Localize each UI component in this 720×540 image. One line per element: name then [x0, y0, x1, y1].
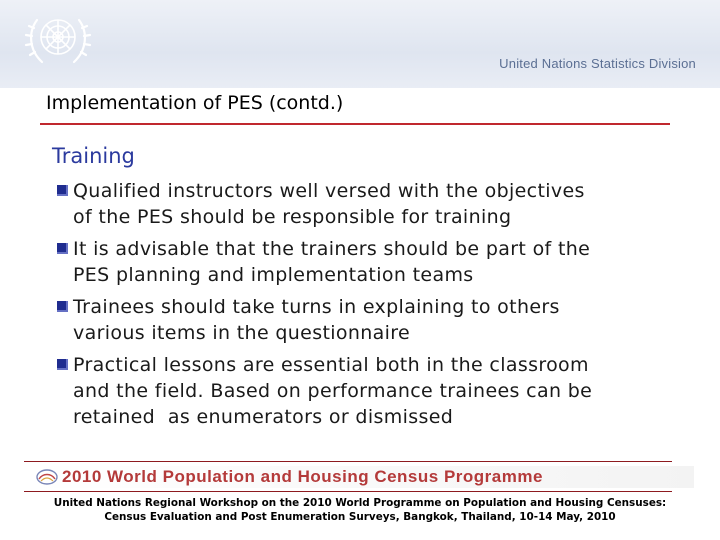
square-bullet-icon	[57, 243, 68, 254]
header-band	[0, 0, 720, 88]
census-programme-logo-icon	[36, 468, 58, 486]
bullet-line: PES planning and implementation teams	[73, 264, 474, 286]
division-name: United Nations Statistics Division	[499, 56, 696, 71]
footer-divider	[24, 461, 672, 462]
bullet-line: Practical lessons are essential both in the classroom	[73, 354, 589, 376]
un-emblem-icon	[20, 6, 96, 72]
workshop-caption-line: United Nations Regional Workshop on the 2010 World Programme on Population and Housing Censuses:	[53, 497, 667, 509]
square-bullet-icon	[57, 185, 68, 196]
bullet-item	[56, 178, 696, 230]
bullet-item	[56, 294, 696, 346]
bullet-item	[56, 236, 696, 288]
programme-title: 2010 World Population and Housing Census Programme	[62, 467, 543, 486]
section-heading: Training	[52, 144, 135, 168]
workshop-caption	[0, 496, 720, 524]
bullet-line: Trainees should take turns in explaining to others	[73, 296, 560, 318]
workshop-caption-line: Census Evaluation and Post Enumeration Surveys, Bangkok, Thailand, 10-14 May, 2010	[104, 511, 616, 523]
bullet-line: and the field. Based on performance trainees can be	[73, 380, 593, 402]
bullet-line: of the PES should be responsible for training	[73, 206, 512, 228]
bullet-line: retained as enumerators or dismissed	[73, 406, 454, 428]
bullet-item	[56, 352, 696, 430]
slide-title: Implementation of PES (contd.)	[46, 92, 344, 114]
title-rule	[40, 123, 670, 125]
footer-divider	[24, 491, 672, 492]
bullet-list	[56, 178, 696, 436]
bullet-line: Qualified instructors well versed with the objectives	[73, 180, 585, 202]
bullet-line: It is advisable that the trainers should be part of the	[73, 238, 591, 260]
square-bullet-icon	[57, 359, 68, 370]
square-bullet-icon	[57, 301, 68, 312]
bullet-line: various items in the questionnaire	[73, 322, 411, 344]
